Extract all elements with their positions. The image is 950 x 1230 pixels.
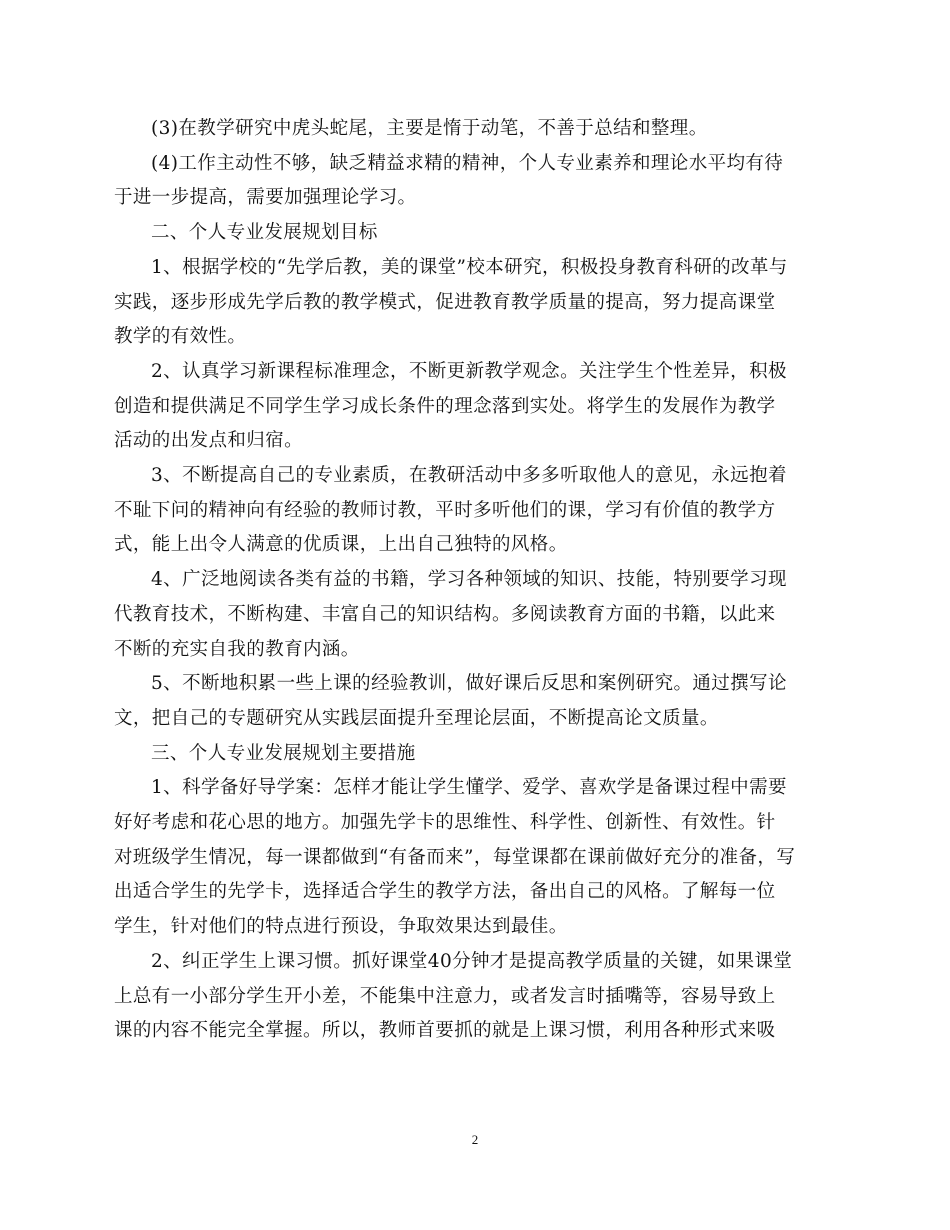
paragraph-line: 不耻下问的精神向有经验的教师讨教，平时多听他们的课，学习有价值的教学方 — [114, 499, 776, 521]
paragraph-line: 1、根据学校的“先学后教，美的课堂”校本研究，积极投身教育科研的改革与 — [151, 256, 788, 278]
paragraph — [114, 147, 830, 216]
paragraph-line: 好好考虑和花心思的地方。加强先学卡的思维性、科学性、创新性、有效性。针 — [114, 812, 776, 834]
paragraph-line: 3、不断提高自己的专业素质，在教研活动中多多听取他人的意见，永远抱着 — [151, 465, 787, 487]
paragraph-line: 出适合学生的先学卡，选择适合学生的教学方法，备出自己的风格。了解每一位 — [114, 881, 776, 903]
paragraph — [114, 563, 830, 667]
paragraph — [114, 945, 830, 1049]
paragraph-line: 代教育技术，不断构建、丰富自己的知识结构。多阅读教育方面的书籍，以此来 — [114, 603, 776, 625]
paragraph — [114, 216, 830, 251]
paragraph-line: 2、纠正学生上课习惯。抓好课堂40分钟才是提高教学质量的关键，如果课堂 — [151, 950, 793, 972]
paragraph — [114, 112, 830, 147]
paragraph-line: 2、认真学习新课程标准理念，不断更新教学观念。关注学生个性差异，积极 — [151, 360, 787, 382]
paragraph-line: 实践，逐步形成先学后教的教学模式，促进教育教学质量的提高，努力提高课堂 — [114, 291, 776, 313]
paragraph — [114, 355, 830, 459]
paragraph-line: 4、广泛地阅读各类有益的书籍，学习各种领域的知识、技能，特别要学习现 — [151, 569, 787, 591]
paragraph-line: 二、个人专业发展规划目标 — [151, 222, 378, 244]
paragraph-line: 三、个人专业发展规划主要措施 — [151, 742, 416, 764]
paragraph-line: 活动的出发点和归宿。 — [114, 430, 304, 452]
paragraph-line: 于进一步提高，需要加强理论学习。 — [114, 187, 417, 209]
paragraph — [114, 251, 830, 355]
paragraph-line: 5、不断地积累一些上课的经验教训，做好课后反思和案例研究。通过撰写论 — [151, 673, 787, 695]
paragraph-line: 上总有一小部分学生开小差，不能集中注意力，或者发言时插嘴等，容易导致上 — [114, 985, 776, 1007]
paragraph-line: 课的内容不能完全掌握。所以，教师首要抓的就是上课习惯，利用各种形式来吸 — [114, 1020, 776, 1042]
paragraph — [114, 737, 830, 772]
paragraph — [114, 667, 830, 736]
paragraph-line: 不断的充实自我的教育内涵。 — [114, 638, 360, 660]
document-body — [114, 112, 830, 1049]
paragraph-line: 1、科学备好导学案：怎样才能让学生懂学、爱学、喜欢学是备课过程中需要 — [151, 777, 787, 799]
paragraph — [114, 459, 830, 563]
page-number: 2 — [471, 1132, 479, 1147]
paragraph-line: 文，把自己的专题研究从实践层面提升至理论层面，不断提高论文质量。 — [114, 707, 719, 729]
paragraph-line: (4)工作主动性不够，缺乏精益求精的精神，个人专业素养和理论水平均有待 — [151, 152, 784, 174]
paragraph-line: 式，能上出令人满意的优质课，上出自己独特的风格。 — [114, 534, 568, 556]
paragraph-line: (3)在教学研究中虎头蛇尾，主要是惰于动笔，不善于总结和整理。 — [151, 118, 708, 139]
paragraph-line: 教学的有效性。 — [114, 326, 247, 348]
paragraph-line: 对班级学生情况，每一课都做到“有备而来”，每堂课都在课前做好充分的准备，写 — [114, 846, 796, 868]
paragraph — [114, 771, 830, 945]
paragraph-line: 学生，针对他们的特点进行预设，争取效果达到最佳。 — [114, 916, 568, 938]
paragraph-line: 创造和提供满足不同学生学习成长条件的理念落到实处。将学生的发展作为教学 — [114, 395, 776, 417]
